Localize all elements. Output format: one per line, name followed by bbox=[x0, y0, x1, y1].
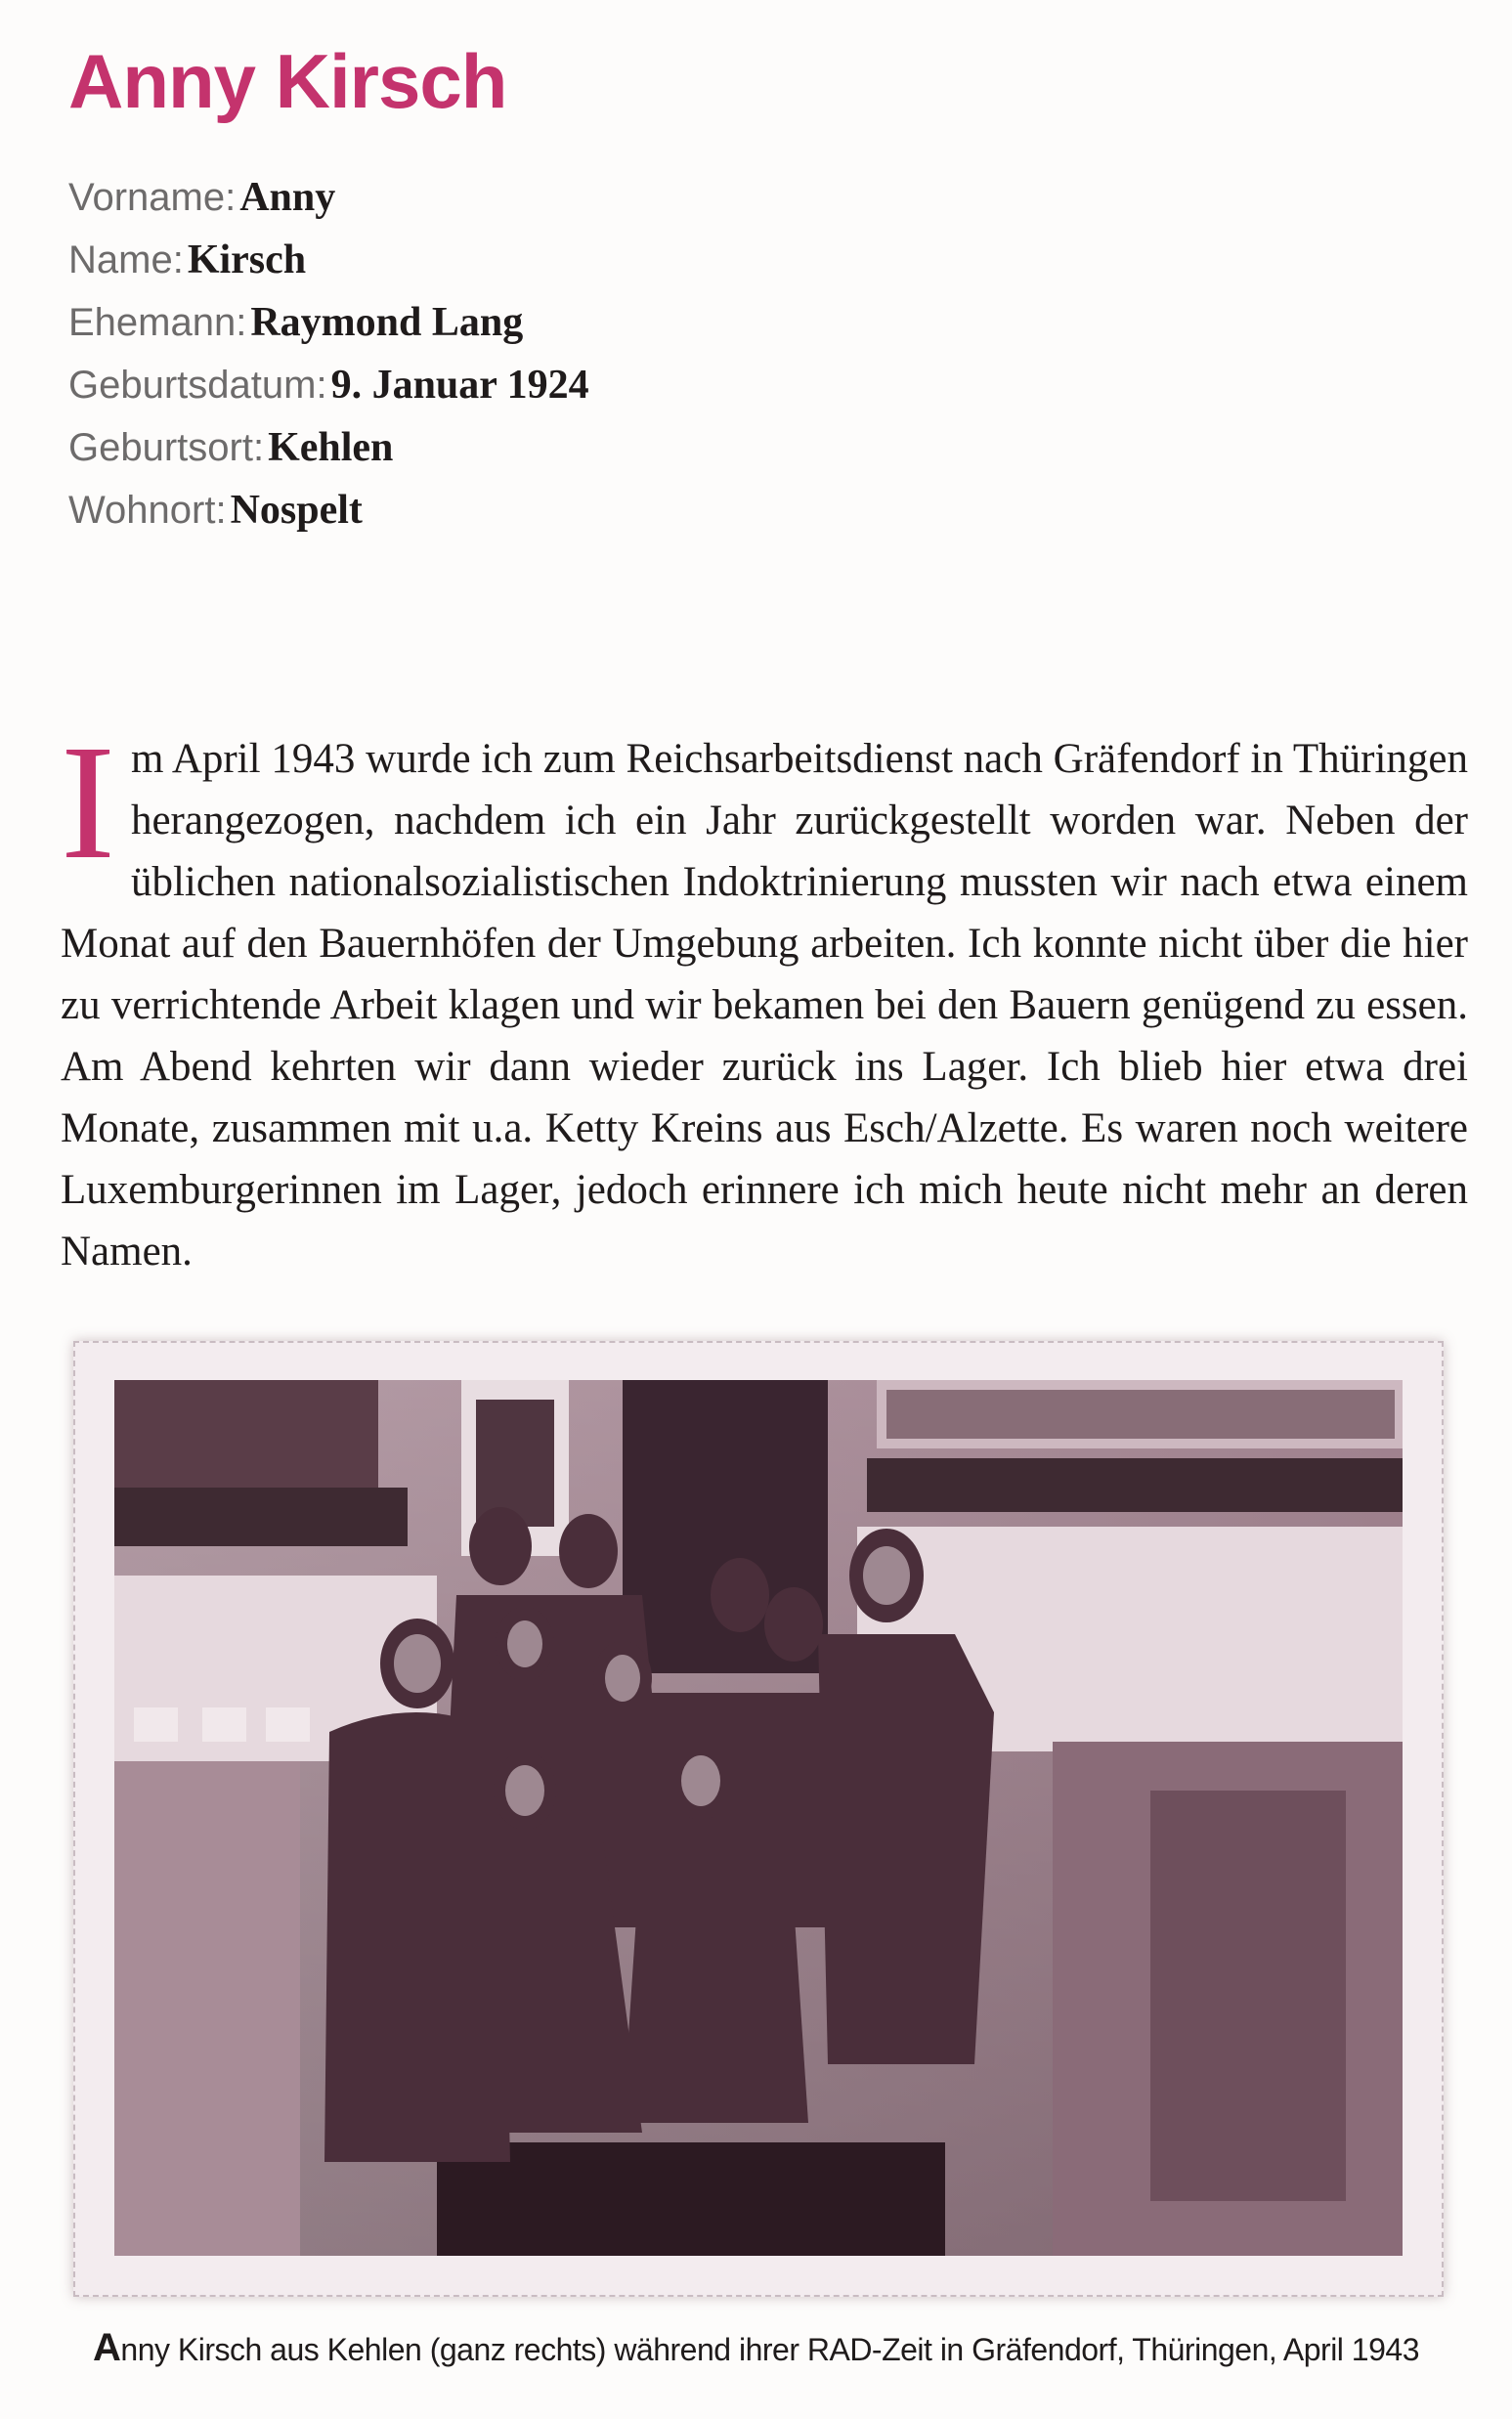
fact-value: Nospelt bbox=[230, 488, 363, 533]
caption-initial: A bbox=[93, 2326, 121, 2369]
fact-label: Geburtsort: bbox=[68, 426, 265, 469]
fact-label: Name: bbox=[68, 238, 184, 281]
fact-value: Raymond Lang bbox=[250, 300, 524, 345]
fact-label: Wohnort: bbox=[68, 489, 227, 532]
fact-first-name bbox=[68, 166, 589, 229]
photo-frame bbox=[73, 1341, 1444, 2297]
fact-value: Kirsch bbox=[187, 238, 307, 282]
fact-value: Kehlen bbox=[268, 425, 394, 470]
fact-label: Geburtsdatum: bbox=[68, 364, 327, 407]
drop-cap: I bbox=[61, 712, 115, 893]
fact-label: Ehemann: bbox=[68, 301, 247, 344]
caption-text: nny Kirsch aus Kehlen (ganz rechts) während ihrer RAD-Zeit in Gräfendorf, Thüringen, April 1943 bbox=[120, 2332, 1419, 2367]
fact-last-name bbox=[68, 229, 589, 291]
photo-caption bbox=[0, 2326, 1512, 2370]
group-photo-image bbox=[114, 1380, 1403, 2256]
fact-birth-date bbox=[68, 354, 589, 416]
fact-birth-place bbox=[68, 416, 589, 479]
body-text: m April 1943 wurde ich zum Reichsarbeitsdienst nach Gräfendorf in Thüringen herangezogen, nachdem ich ein Jahr zurückgestellt worden war. Neben der üblichen nationalsozialistischen Indoktrinierung mussten wir nach etwa einem Monat auf den Bauernhöfen der Umgebung arbeiten. Ich konnte nicht über die hier zu verrichtende Arbeit klagen und wir bekamen bei den Bauern genügend zu essen. Am Abend kehrten wir dann wieder zurück ins Lager. Ich blieb hier etwa drei Monate, zusammen mit u.a. Ketty Kreins aus Esch/Alzette. Es waren noch weitere Luxemburgerinnen im Lager, jedoch erinnere ich mich heute nicht mehr an deren Namen. bbox=[61, 736, 1468, 1274]
fact-residence bbox=[68, 479, 589, 541]
page-title: Anny Kirsch bbox=[68, 38, 507, 124]
body-paragraph bbox=[61, 712, 1468, 1282]
group-photo bbox=[114, 1380, 1403, 2256]
fact-spouse bbox=[68, 291, 589, 354]
fact-label: Vorname: bbox=[68, 176, 237, 219]
fact-value: Anny bbox=[239, 175, 336, 220]
fact-value: 9. Januar 1924 bbox=[330, 363, 589, 408]
personal-facts bbox=[68, 166, 589, 541]
